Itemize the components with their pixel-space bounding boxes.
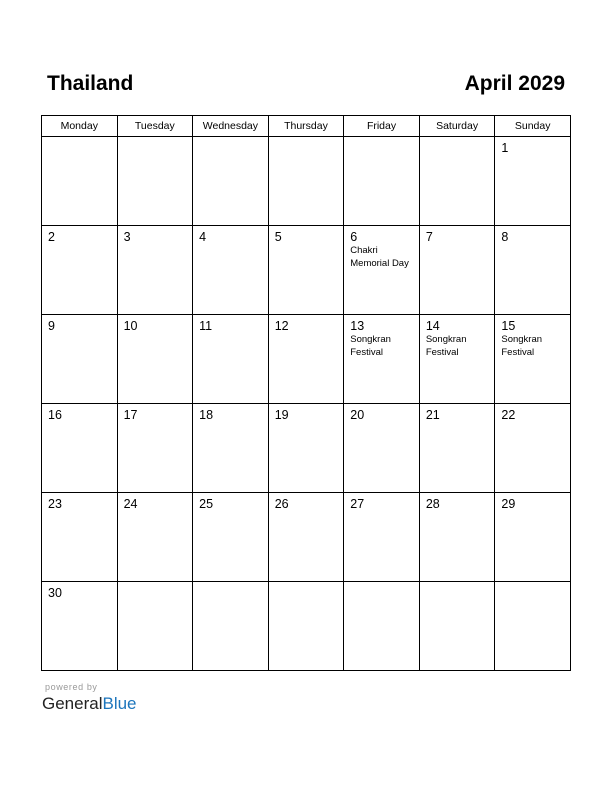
day-number: 22: [501, 408, 516, 422]
day-number: [344, 582, 419, 586]
day-number: 9: [48, 319, 55, 333]
holiday-label: Songkran Festival: [501, 334, 543, 358]
day-number: 27: [350, 497, 365, 511]
day-cell: [193, 226, 269, 315]
day-cell: [344, 493, 420, 582]
day-number: 8: [501, 230, 509, 244]
day-cell: [268, 315, 344, 404]
weekday-header: Thursday: [268, 116, 344, 137]
day-number: 3: [123, 230, 131, 244]
day-cell: [495, 493, 571, 582]
day-cell: [344, 315, 420, 404]
holiday-label: Songkran Festival: [425, 334, 467, 358]
day-number: 5: [274, 230, 282, 244]
day-number: 24: [123, 497, 138, 511]
day-cell: [268, 493, 344, 582]
weekday-header: Tuesday: [117, 116, 193, 137]
day-cell: [193, 404, 269, 493]
day-cell: [193, 315, 269, 404]
calendar-grid: [41, 115, 571, 671]
day-cell: [117, 315, 193, 404]
weekday-header-row: [42, 116, 571, 137]
day-cell: [193, 582, 269, 671]
day-number: [269, 582, 344, 586]
month-year-title: April 2029: [464, 72, 565, 95]
day-cell: [42, 404, 118, 493]
generalblue-logo[interactable]: [42, 694, 137, 714]
day-number: 28: [425, 497, 440, 511]
day-number: 30: [48, 586, 62, 600]
day-cell: [419, 137, 495, 226]
day-cell: [42, 226, 118, 315]
day-cell: [42, 493, 118, 582]
day-cell: [268, 226, 344, 315]
day-cell: [344, 226, 420, 315]
day-cell: [117, 493, 193, 582]
week-row: [42, 493, 571, 582]
weekday-header: Monday: [42, 116, 118, 137]
day-cell: [117, 582, 193, 671]
day-number: 29: [501, 497, 516, 511]
day-number: 1: [501, 141, 509, 155]
weekday-header: Sunday: [495, 116, 571, 137]
day-cell: [495, 404, 571, 493]
country-title: Thailand: [47, 72, 134, 95]
day-cell: [344, 582, 420, 671]
day-number: 11: [199, 319, 213, 333]
brand-blue-text: Blue: [102, 694, 137, 713]
day-number: 18: [199, 408, 214, 422]
day-cell: [117, 137, 193, 226]
weekday-header: Wednesday: [193, 116, 269, 137]
day-number: 21: [425, 408, 440, 422]
day-cell: [419, 493, 495, 582]
day-cell: [344, 404, 420, 493]
day-number: 19: [274, 408, 289, 422]
day-cell: [268, 582, 344, 671]
weekday-header: Saturday: [419, 116, 495, 137]
day-number: 4: [199, 230, 207, 244]
day-cell: [42, 137, 118, 226]
powered-by-label: powered by: [45, 682, 98, 692]
day-cell: [268, 137, 344, 226]
week-row: [42, 404, 571, 493]
day-number: 2: [48, 230, 55, 244]
day-cell: [419, 315, 495, 404]
day-cell: [419, 226, 495, 315]
day-cell: [419, 404, 495, 493]
day-number: [420, 137, 495, 141]
day-number: [420, 582, 495, 586]
day-number: [269, 137, 344, 141]
day-number: 12: [274, 319, 289, 333]
day-number: 15: [501, 319, 516, 333]
day-number: 13: [350, 319, 365, 333]
day-number: [193, 137, 268, 141]
day-cell: [419, 582, 495, 671]
day-number: 16: [48, 408, 62, 422]
day-cell: [42, 582, 118, 671]
day-number: [118, 137, 193, 141]
day-cell: [344, 137, 420, 226]
brand-general-text: General: [42, 694, 103, 713]
day-number: 25: [199, 497, 214, 511]
day-cell: [193, 137, 269, 226]
week-row: [42, 137, 571, 226]
holiday-label: Chakri Memorial Day: [350, 245, 409, 269]
day-number: 6: [350, 230, 358, 244]
day-number: 20: [350, 408, 365, 422]
day-cell: [495, 137, 571, 226]
week-row: [42, 315, 571, 404]
day-cell: [495, 582, 571, 671]
day-number: 7: [425, 230, 433, 244]
day-cell: [117, 404, 193, 493]
weekday-header: Friday: [344, 116, 420, 137]
day-number: [344, 137, 419, 141]
day-number: 14: [425, 319, 440, 333]
day-cell: [42, 315, 118, 404]
day-number: [193, 582, 268, 586]
day-number: 26: [274, 497, 289, 511]
week-row: [42, 582, 571, 671]
day-number: [495, 582, 570, 586]
holiday-label: Songkran Festival: [350, 334, 391, 358]
day-cell: [495, 226, 571, 315]
day-number: 17: [123, 408, 138, 422]
week-row: [42, 226, 571, 315]
day-number: 10: [123, 319, 138, 333]
day-number: 23: [48, 497, 62, 511]
day-number: [118, 582, 193, 586]
day-cell: [117, 226, 193, 315]
day-cell: [193, 493, 269, 582]
day-cell: [268, 404, 344, 493]
day-number: [42, 137, 117, 141]
day-cell: [495, 315, 571, 404]
